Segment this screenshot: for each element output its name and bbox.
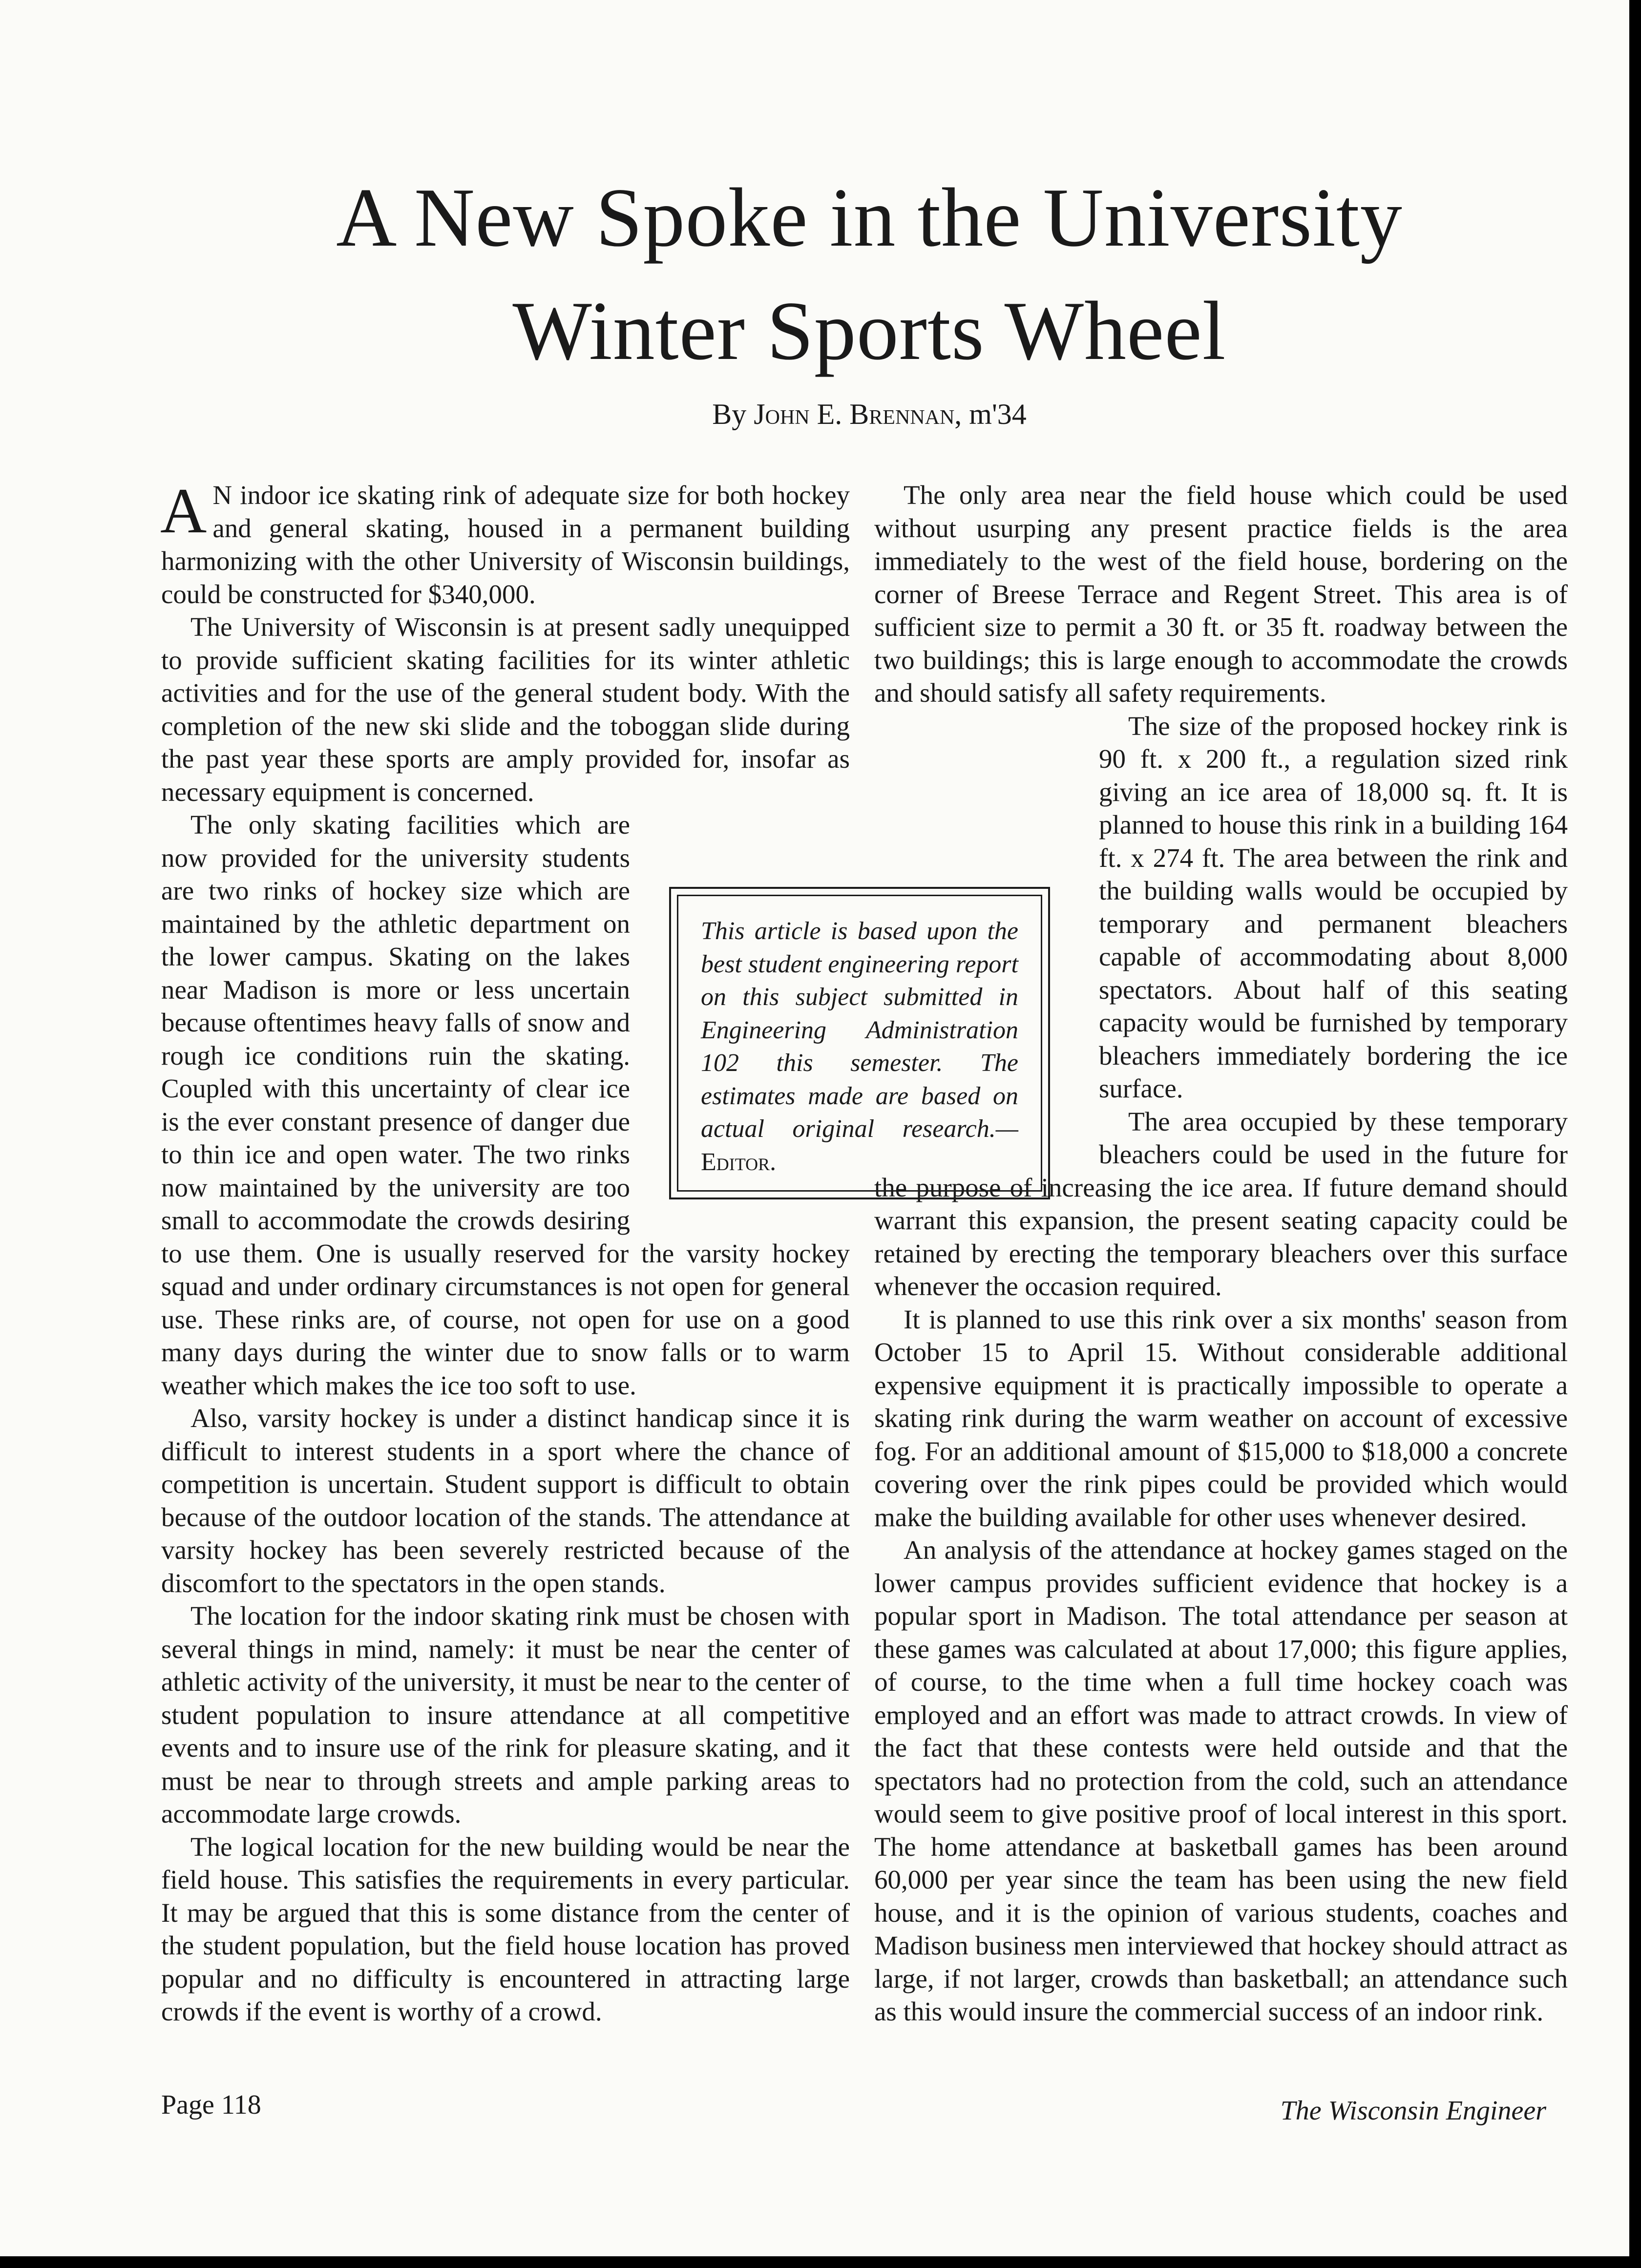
paragraph: The only area near the field house which could be used without usurping any present practice fields is the area immediately to the west of the field house, bordering on the corner of Breese Terrace and Regent Street. This area is of sufficient size to permit a 30 ft. or 35 ft. roadway between the two buildings; this is large enough to accommodate the crowds and should satisfy all safety requirements.: [874, 480, 1568, 708]
author-suffix: , m'34: [954, 398, 1027, 430]
paragraph: It is planned to use this rink over a six months' season from October 15 to April 15. Without considerable additional expensive equipment it is practically impossible to operate a skating rink during the warm weather on account of excessive fog. For an additional amount of $15,000 to $18,000 a concrete covering over the rink pipes could be provided which would make the building available for other uses whenever desired.: [874, 1304, 1568, 1532]
editor-note-text: This article is based upon the best student engineering report on this subject submitted in Engineering Administration 102 this semester. The estimates made are based on actual original research.—: [701, 917, 1018, 1143]
paragraph: The location for the indoor skating rink must be chosen with several things in mind, namely: it must be near the center of athletic activity of the university, it must be near to the center of student population to insure attendance at all competitive events and to insure use of the rink for pleasure skating, and it must be near to through streets and ample parking areas to accommodate large crowds.: [161, 1601, 850, 1828]
byline: [0, 395, 1641, 434]
right-column: [874, 479, 1568, 2028]
author-name: John E. Brennan: [754, 398, 955, 430]
journal-name: The Wisconsin Engineer: [1280, 2096, 1546, 2126]
paragraph-text: The size of the proposed hockey rink is 90 ft. x 200 ft., a regulation sized rink giving an ice area of 18,000 sq. ft. It is planned to house this rink in a building 164 ft. x 274 ft. The area between the rink and the building walls would be occupied by temporary and permanent bleachers capable of accommodating about 8,000 spectators. About half of this seating capacity would be furnished by temporary bleachers immediately bordering the ice surface.: [1099, 711, 1568, 1103]
article-title: [0, 161, 1641, 388]
left-column: [160, 475, 850, 2028]
paragraph: An analysis of the attendance at hockey games staged on the lower campus provides sufficient evidence that hockey is a popular sport in Madison. The total attendance per season at these games was calculated at about 17,000; this figure applies, of course, to the time when a full time hockey coach was employed and an effort was made to attract crowds. In view of the fact that these contests were held outside and that the spectators had no protection from the cold, such an attendance would seem to give positive proof of local interest in this sport. The home attendance at basketball games has been around 60,000 per year since the team has been using the new field house, and it is the opinion of various students, coaches and Madison business men interviewed that hockey should attract as large, if not larger, crowds than basketball; an attendance such as this would insure the commercial success of an indoor rink.: [874, 1535, 1568, 2026]
byline-prefix: By: [712, 398, 747, 430]
paragraph-text: The only skating facilities which are now provided for the university students are two rinks of hockey size which are maintained by the athletic department on the lower campus. Skating on the lakes near Madison is more or less uncertain because oftentimes heavy falls of snow and rough ice conditions ruin the skating. Coupled with this uncertainty of clear ice is the ever constant presence of danger due to thin ice and open water. The two rinks now maintained by the university are too small to accommodate the crowds desiring to use them. One is usually reserved for the varsity hockey squad and under ordinary circumstances is not open for general use. These rinks are, of course, not open for use on a good many days during the winter due to snow falls or to warm weather which makes the ice too soft to use.: [161, 810, 850, 1400]
paragraph: The University of Wisconsin is at present sadly unequipped to provide sufficient skating facilities for its winter athletic activities and for the use of the general student body. With the completion of the new ski slide and the toboggan slide during the past year these sports are amply provided for, insofar as necessary equipment is concerned.: [161, 612, 850, 807]
paragraph: Also, varsity hockey is under a distinct handicap since it is difficult to interest students in a sport where the chance of competition is uncertain. Student support is difficult to obtain because of the outdoor location of the stands. The attendance at varsity hockey has been severely restricted because of the discomfort to the spectators in the open stands.: [161, 1403, 850, 1598]
title-line-2: Winter Sports Wheel: [512, 285, 1226, 378]
editor-signature: Editor.: [701, 1148, 777, 1176]
page-number: Page 118: [161, 2090, 261, 2120]
editor-note: [677, 895, 1042, 1192]
paragraph: [160, 475, 850, 610]
drop-cap: A: [160, 475, 207, 546]
editor-note-box: [669, 887, 1050, 1199]
paragraph-text: N indoor ice skating rink of adequate size for both hockey and general skating, housed in a permanent building harmonizing with the other University of Wisconsin buildings, could be constructed for $340,000.: [161, 480, 850, 609]
paragraph: The area occupied by these temporary bleachers could be used in the future for the purpose of increasing the ice area. If future demand should warrant this expansion, the present seating capacity could be retained by erecting the temporary bleachers over this surface whenever the occasion required.: [874, 1106, 1568, 1301]
paragraph: The logical location for the new building would be near the field house. This satisfies the requirements in every particular. It may be argued that this is some distance from the center of the student population, but the field house location has proved popular and no difficulty is encountered in attracting large crowds if the event is worthy of a crowd.: [161, 1831, 850, 2026]
title-line-1: A New Spoke in the University: [336, 171, 1403, 264]
